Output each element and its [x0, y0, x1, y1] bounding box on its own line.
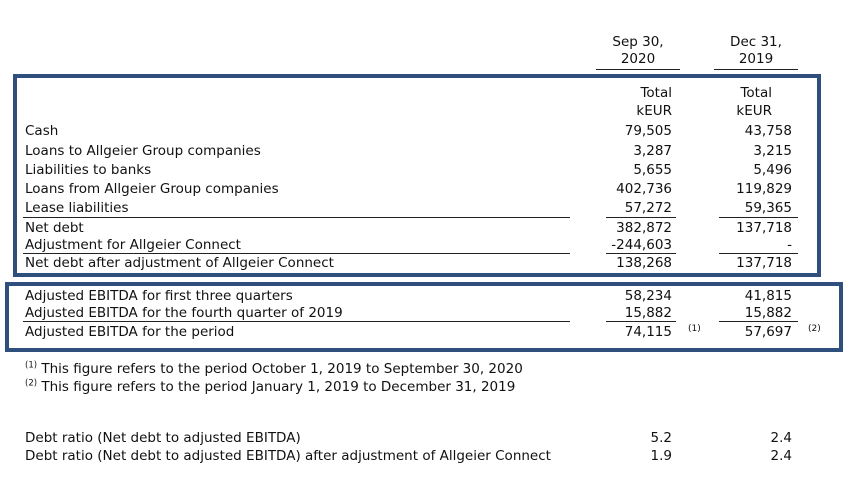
row-value-2020-ebitda-fourth-quarter: 15,882	[624, 305, 672, 321]
footnote-marker-2: (2)	[808, 324, 821, 334]
row-label-debt-ratio: Debt ratio (Net debt to adjusted EBITDA)	[25, 430, 301, 446]
row-label-liabilities-banks: Liabilities to banks	[25, 162, 152, 178]
row-label-lease: Lease liabilities	[25, 200, 129, 216]
total-rule-label	[23, 253, 570, 254]
column-header-2019-date: Dec 31,	[730, 34, 782, 50]
row-label-ebitda-fourth-quarter: Adjusted EBITDA for the fourth quarter of 2019	[25, 305, 343, 321]
row-value-2020-loans-from: 402,736	[616, 181, 672, 197]
row-label-debt-ratio-adjusted: Debt ratio (Net debt to adjusted EBITDA) after adjustment of Allgeier Connect	[25, 448, 551, 464]
unit-header-2019	[712, 84, 772, 120]
unit-header-2020	[600, 84, 672, 120]
ebitda-rule-label	[23, 321, 570, 322]
row-label-net-debt-adjusted: Net debt after adjustment of Allgeier Connect	[25, 255, 334, 271]
row-value-2020-adjustment: -244,603	[611, 237, 672, 253]
unit-header-2019-kEUR: kEUR	[736, 103, 772, 119]
row-value-2019-ebitda-period: 57,697	[744, 324, 792, 340]
row-label-ebitda-three-quarters: Adjusted EBITDA for first three quarters	[25, 288, 293, 304]
footnote-1-text: This figure refers to the period October 1, 2019 to September 30, 2020	[41, 361, 523, 377]
footnote-2-mark: (2)	[25, 378, 38, 389]
ebitda-rule-2019	[719, 321, 798, 322]
row-label-cash: Cash	[25, 123, 59, 139]
row-value-2019-liabilities-banks: 5,496	[753, 162, 792, 178]
ebitda-rule-2020	[606, 321, 676, 322]
subtotal-rule-2019	[719, 217, 798, 218]
row-value-2019-loans-from: 119,829	[736, 181, 792, 197]
subtotal-rule-label	[23, 217, 570, 218]
column-header-2019	[714, 34, 798, 68]
row-value-2020-net-debt-adjusted: 138,268	[616, 255, 672, 271]
row-value-2019-debt-ratio: 2.4	[770, 430, 792, 446]
row-label-loans-to: Loans to Allgeier Group companies	[25, 143, 261, 159]
footnote-2-text: This figure refers to the period January 1, 2019 to December 31, 2019	[41, 379, 516, 395]
column-header-2020-year: 2020	[620, 51, 656, 67]
footnote-marker-1: (1)	[688, 324, 701, 334]
row-label-adjustment: Adjustment for Allgeier Connect	[25, 237, 241, 253]
subtotal-rule-2020	[606, 217, 676, 218]
column-header-2019-year: 2019	[738, 51, 774, 67]
row-label-ebitda-period: Adjusted EBITDA for the period	[25, 324, 235, 340]
row-value-2019-debt-ratio-adjusted: 2.4	[770, 448, 792, 464]
row-value-2019-ebitda-three-quarters: 41,815	[744, 288, 792, 304]
row-value-2020-debt-ratio-adjusted: 1.9	[650, 448, 672, 464]
unit-header-2019-total: Total	[740, 85, 772, 101]
row-value-2020-cash: 79,505	[624, 123, 672, 139]
footnote-2	[25, 379, 515, 395]
footnote-1-mark: (1)	[25, 360, 38, 371]
row-value-2020-ebitda-period: 74,115	[624, 324, 672, 340]
row-value-2019-adjustment: -	[787, 237, 792, 253]
row-value-2020-debt-ratio: 5.2	[650, 430, 672, 446]
footnote-1	[25, 361, 523, 377]
column-header-2020-date: Sep 30,	[612, 34, 664, 50]
row-value-2020-ebitda-three-quarters: 58,234	[624, 288, 672, 304]
row-value-2020-net-debt: 382,872	[616, 220, 672, 236]
unit-header-2020-kEUR: kEUR	[636, 103, 672, 119]
row-value-2019-cash: 43,758	[744, 123, 792, 139]
row-value-2019-lease: 59,365	[744, 200, 792, 216]
row-label-net-debt: Net debt	[25, 220, 84, 236]
row-value-2020-liabilities-banks: 5,655	[633, 162, 672, 178]
total-rule-2019	[719, 253, 798, 254]
row-value-2019-net-debt: 137,718	[736, 220, 792, 236]
column-header-2020	[596, 34, 680, 68]
row-value-2019-loans-to: 3,215	[753, 143, 792, 159]
row-value-2020-loans-to: 3,287	[633, 143, 672, 159]
row-value-2020-lease: 57,272	[624, 200, 672, 216]
row-value-2019-ebitda-fourth-quarter: 15,882	[744, 305, 792, 321]
total-rule-2020	[606, 253, 676, 254]
unit-header-2020-total: Total	[640, 85, 672, 101]
row-value-2019-net-debt-adjusted: 137,718	[736, 255, 792, 271]
column-header-2019-underline	[714, 69, 798, 70]
column-header-2020-underline	[596, 69, 680, 70]
row-label-loans-from: Loans from Allgeier Group companies	[25, 181, 279, 197]
